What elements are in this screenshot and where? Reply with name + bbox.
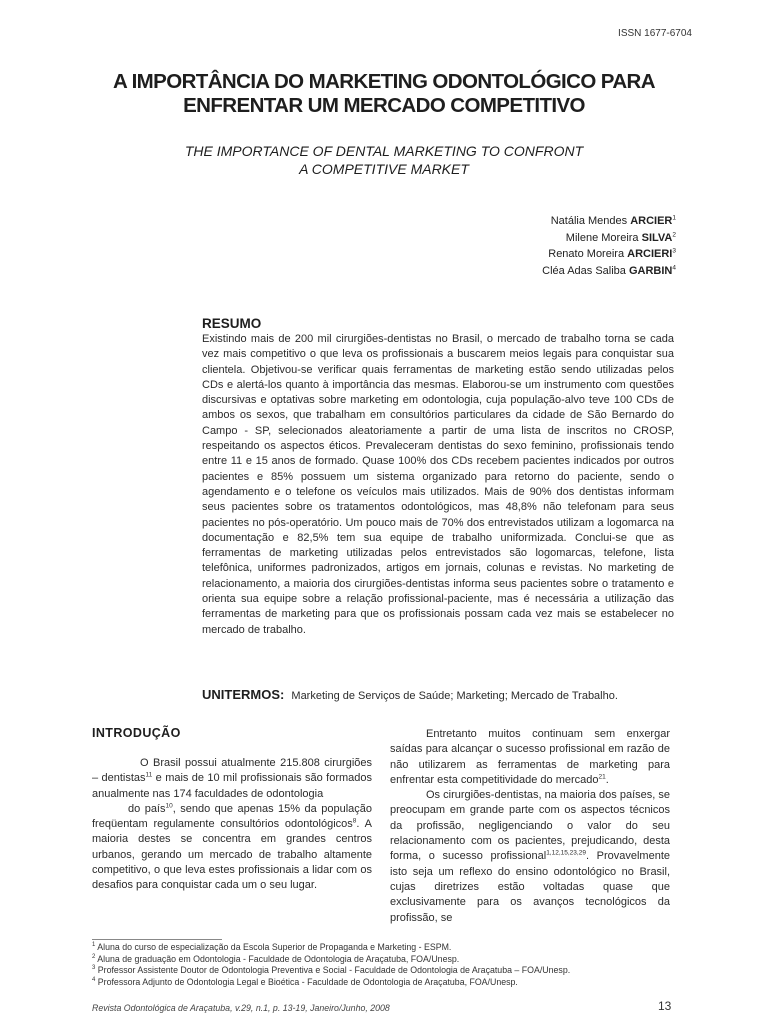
page-number: 13 [658,999,672,1013]
author [542,230,676,247]
title-line-1: A IMPORTÂNCIA DO MARKETING ODONTOLÓGICO PARA [113,70,655,93]
introduction-right-column [390,727,670,926]
footnote: $^1$ Aluna do curso de especialização da Escola Superior de Propaganda e Marketing - ESPM. [92,942,452,952]
abstract-text: Existindo mais de 200 mil cirurgiões-dentistas no Brasil, o mercado de trabalho torna se cada vez mais competitivo o que leva os profissionais a buscarem meios legais para conquistar sua clientela. Objetivou-se verificar quais ferramentas de marketing estão sendo utilizadas pelos CDs e alertá-los quanto à importância das mesmas. Elaborou-se um instrumento com questões discursivas e optativas sobre marketing em odontologia, cuja população-alvo teve 100 CDs de ambos os sexos, que trabalham em consultórios particulares da cidade de São Bernardo do Campo - SP, selecionados aleatoriamente a partir de uma lista de inscritos no CROSP, respeitando os aspectos éticos. Prevaleceram dentistas do sexo feminino, profissionais tendo entre 11 e 15 anos de formado. Quase 100% dos CDs recebem pacientes indicados por outros pacientes e 85% possuem um sistema organizado para retorno do paciente, sendo o agendamento e o telefone os veículos mais utilizados. Mais de 90% dos dentistas informam seus pacientes sobre os tratamentos odontológicos, mas 48,8% não telefonam para seus pacientes no pós-operatório. Um pouco mais de 70% dos entrevistados utilizam a logomarca na documentação e 82,5% tem sua equipe de trabalho uniformizada. Conclui-se que as ferramentas de marketing utilizadas pelos entrevistados são logomarcas, telefone, lista telefônica, uniformes padronizados, artigos em jornais, colunas e revistas. No marketing de relacionamento, a maioria dos cirurgiões-dentistas informa seus pacientes sobre o tratamento e orienta sua equipe sobre a relação profissional-paciente, mas é necessária a utilização das ferramentas de marketing para que os profissionais possam cada vez mais se estabelecer no mercado de trabalho. [202,333,674,636]
title-line-2: ENFRENTAR UM MERCADO COMPETITIVO [183,94,585,117]
paragraph: Entretanto muitos continuam sem enxergar saídas para alcançar o sucesso profissional em razão de não utilizarem as ferramentas de marketing para enfrentar esta competitividade do mercado$^{21}$. [390,728,670,786]
author-surname: ARCIER [630,215,673,227]
abstract-heading: RESUMO [202,316,262,331]
introduction-left-column [92,756,372,894]
author-given-name: Cléa Adas Saliba [542,264,626,277]
subtitle-line-1: THE IMPORTANCE OF DENTAL MARKETING TO CONFRONT [184,143,584,159]
footnote-mark: 1 [92,942,96,949]
paragraph: Os cirurgiões-dentistas, na maioria dos países, se preocupam em grande parte com os aspectos técnicos da profissão, negligenciando o valor do seu relacionamento com os pacientes, prejudicando, desta forma, o sucesso profissional$^{1,12,15,23,29}$. Provavelmente isto seja um reflexo do ensino odontológico no Brasil, cujas diretrizes estão voltadas quase que exclusivamente para os avanços tecnológicos da profissão, se [390,789,671,924]
article-title [60,70,708,118]
journal-citation: Revista Odontológica de Araçatuba, v.29, n.1, p. 13-19, Janeiro/Junho, 2008 [92,1003,390,1013]
keywords [202,687,682,702]
author-given-name: Renato Moreira [548,248,625,260]
author [542,213,676,230]
footnote-mark: 4 [92,976,96,983]
author-affiliation-mark: 4 [672,263,676,271]
citation-ref: 21 [598,773,606,781]
author [542,246,676,263]
footnote: $^4$ Professora Adjunto de Odontologia Legal e Bioética - Faculdade de Odontologia de Araçatuba, FOA/Unesp. [92,976,518,987]
author-given-name: Milene Moreira [565,231,639,244]
author-list [542,213,676,279]
footnote-mark: 2 [92,953,96,960]
author-surname: SILVA [641,231,673,244]
footnote: $^2$ Aluna de graduação em Odontologia - Faculdade de Odontologia de Araçatuba, FOA/Unesp. [92,953,460,964]
issn: ISSN 1677-6704 [618,28,692,39]
keywords-text: Marketing de Serviços de Saúde; Marketing; Mercado de Trabalho. [291,690,618,702]
citation-ref: 1,12,15,23,29 [546,849,586,857]
paragraph: do país$^{10}$, sendo que apenas 15% da população freqüentam regulamente consultórios odontológicos$^8$. A maioria destes se concentra em grandes centros urbanos, gerando um mercado de trabalho altamente competitivo, o que leva estes profissionais a lidar com os desafios para conquistar cada um o seu lugar. [92,802,373,892]
introduction-heading: INTRODUÇÃO [92,726,181,740]
article-subtitle [60,142,708,178]
author-affiliation-mark: 2 [672,230,676,238]
author-affiliation-mark: 1 [672,214,676,222]
author-given-name: Natália Mendes [550,215,628,227]
keywords-label: UNITERMOS: [202,687,285,702]
author [542,263,676,280]
footnotes [92,942,692,988]
footnote: $^3$ Professor Assistente Doutor de Odontologia Preventiva e Social - Faculdade de Odontologia de Araçatuba – FOA/Unesp. [92,965,571,975]
citation-ref: 10 [165,802,173,810]
footnote-divider [92,939,222,940]
citation-ref: 8 [352,817,357,825]
citation-ref: 11 [145,771,153,779]
subtitle-line-2: A COMPETITIVE MARKET [299,161,469,177]
footnote-mark: 3 [92,965,96,972]
author-surname: ARCIERI [627,248,673,260]
paragraph: O Brasil possui atualmente 215.808 cirurgiões – dentistas$^{11}$ e mais de 10 mil profissionais são formados anualmente nas 174 faculdades de odontologia [92,757,373,800]
author-affiliation-mark: 3 [672,247,676,255]
author-surname: GARBIN [628,264,673,277]
